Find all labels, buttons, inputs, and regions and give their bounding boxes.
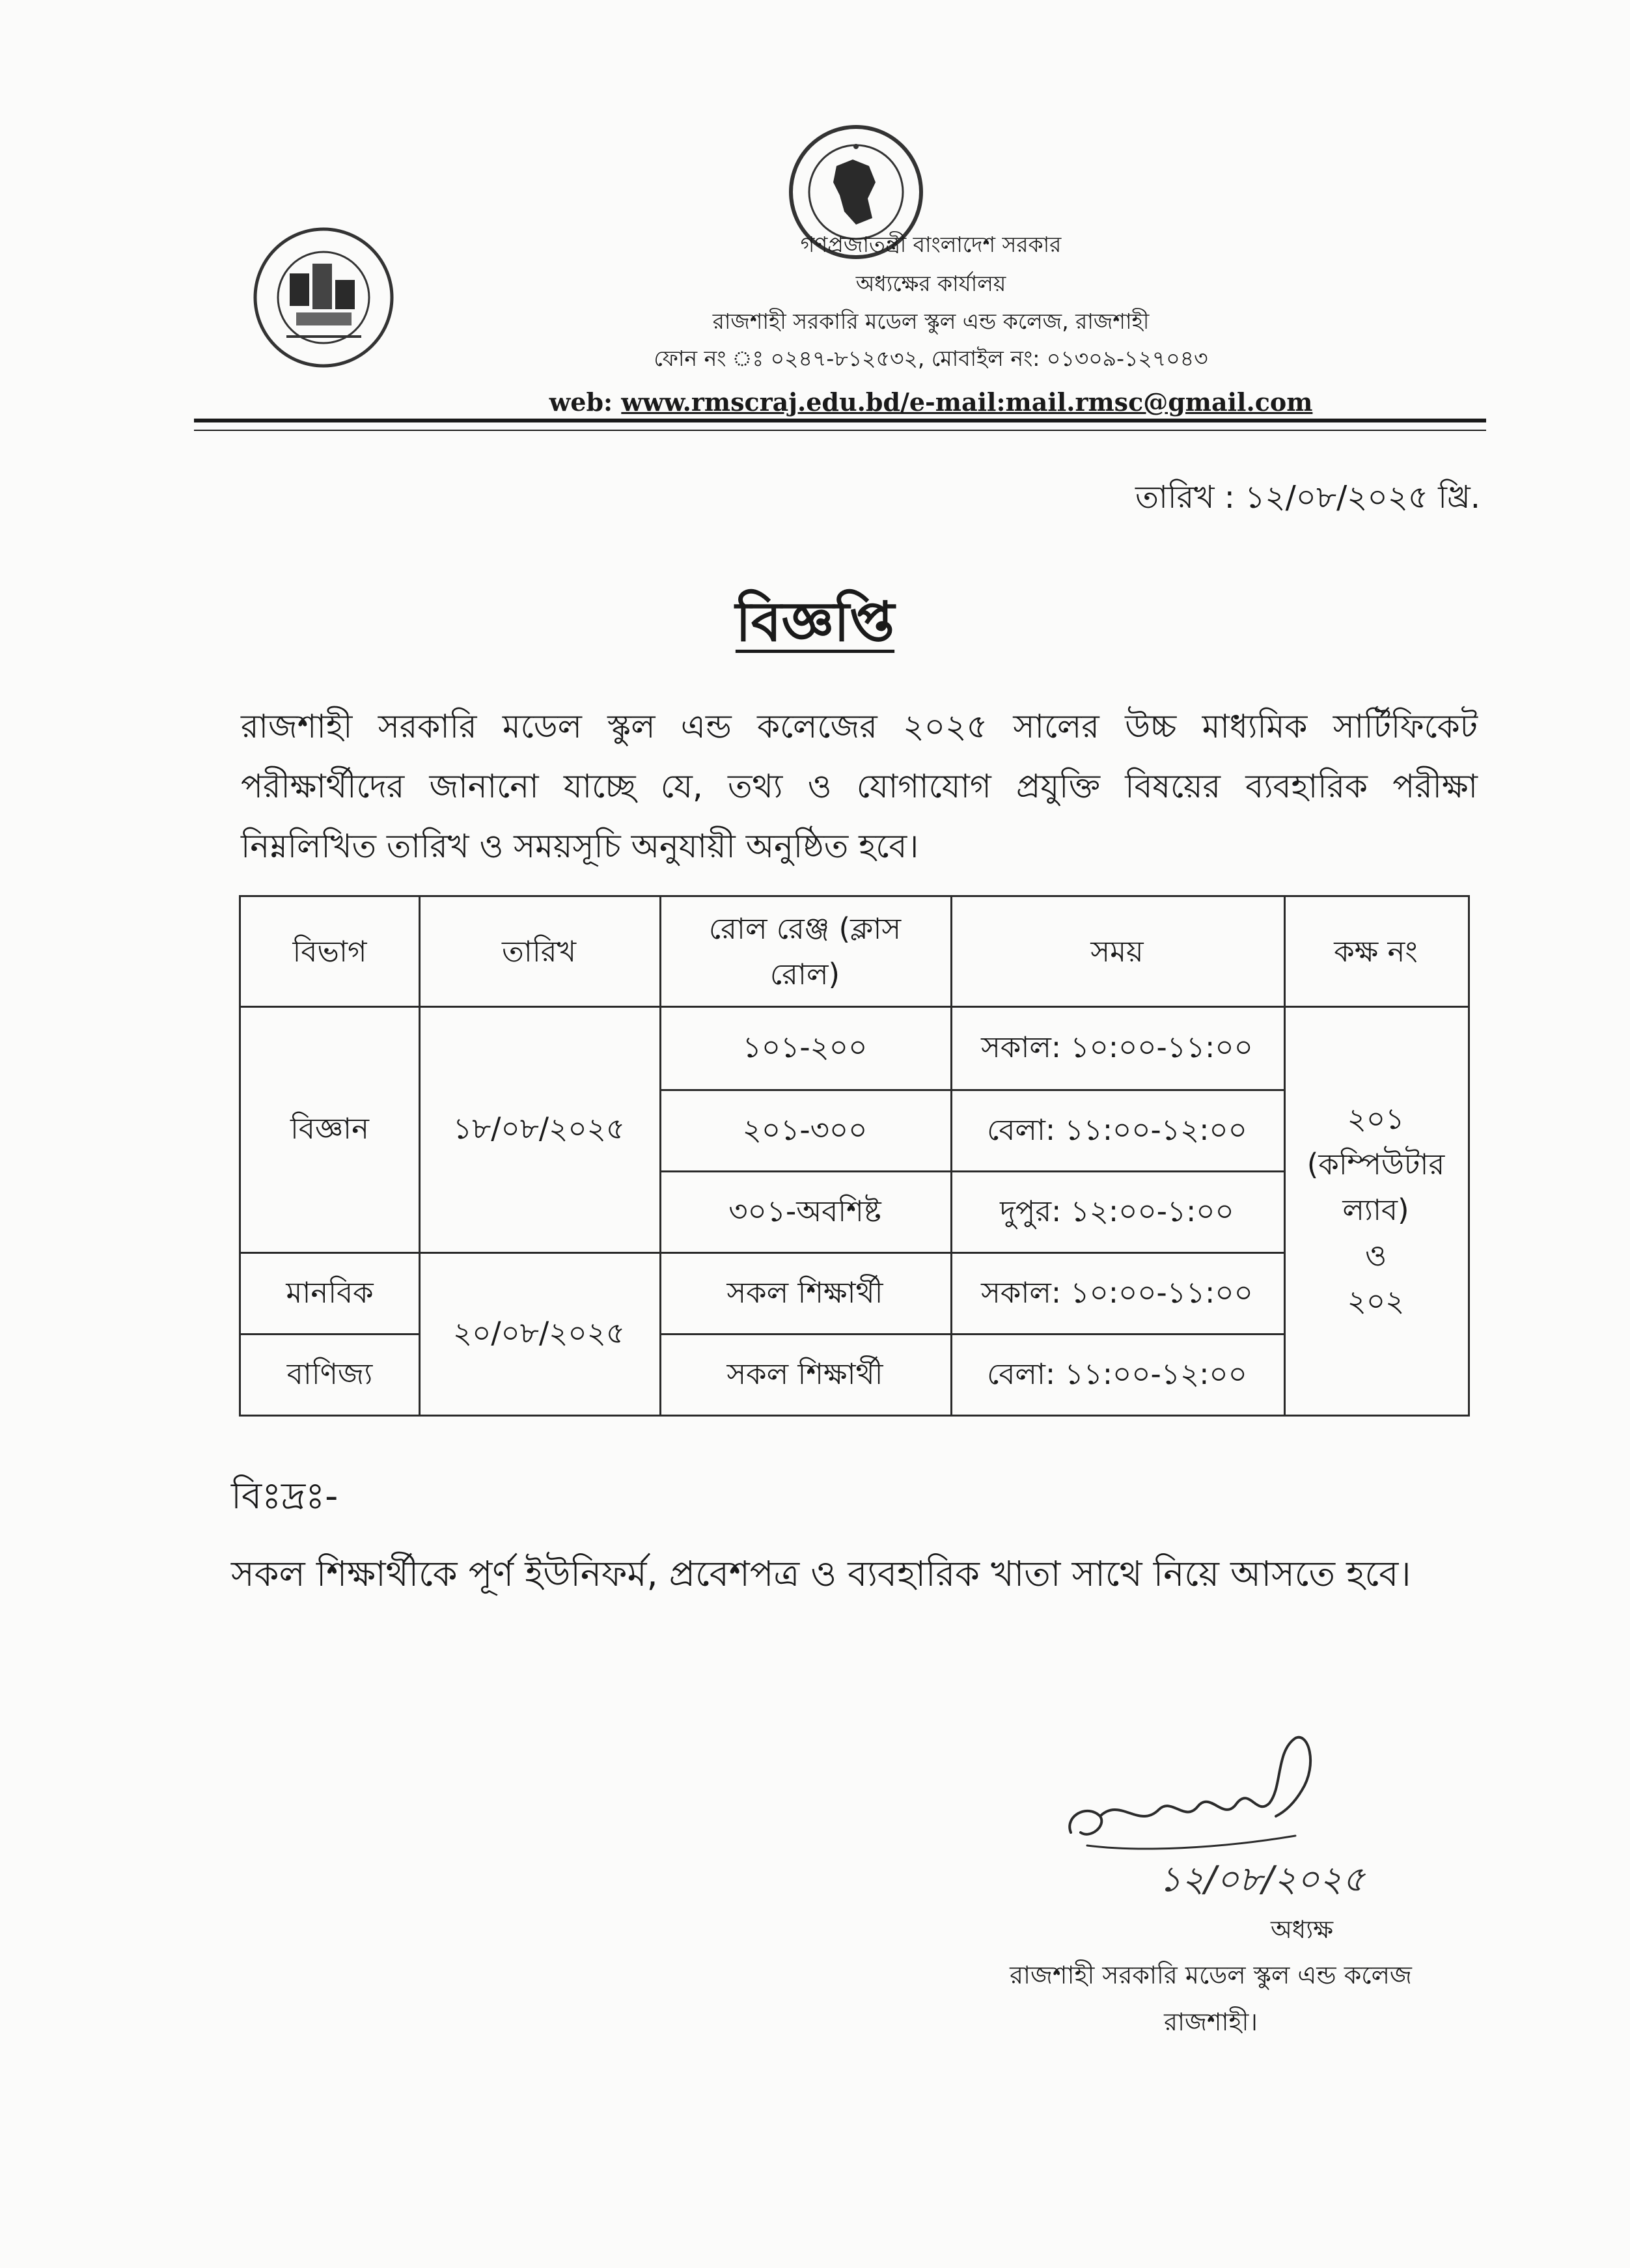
web-link[interactable]: www.rmscraj.edu.bd/e-mail:mail.rmsc@gmail.com [621,387,1313,417]
header-college-name: রাজশাহী সরকারি মডেল স্কুল এন্ড কলেজ, রাজশাহী [712,309,1150,334]
room-line: ২০১ [1347,1101,1405,1136]
table-cell-time: বেলা: ১১:০০-১২:০০ [987,1112,1247,1147]
notice-title [0,579,1630,671]
notice-date: তারিখ : ১২/০৮/২০২৫ খ্রি. [1135,479,1480,516]
table-cell-time: সকাল: ১০:০০-১১:০০ [981,1030,1253,1064]
science-dept: বিজ্ঞান [290,1111,369,1146]
room-cell [1284,1006,1468,1415]
table-header-time: সময় [1090,933,1144,969]
commerce-dept: বাণিজ্য [286,1356,373,1391]
room-line: ২০২ [1347,1284,1405,1318]
table-cell-time: দুপুর: ১২:০০-১:০০ [1000,1193,1234,1228]
header-office: অধ্যক্ষের কার্যালয় [855,271,1006,296]
signatory-city: রাজশাহী। [1164,2008,1258,2036]
table-header-dept: বিভাগ [292,933,367,969]
note-title: বিঃদ্রঃ- [231,1475,338,1517]
room-line: (কম্পিউটার [1306,1147,1445,1182]
header-contact: ফোন নং ঃ ০২৪৭-৮১২৫৩২, মোবাইল নং: ০১৩০৯-১২৭০৪৩ [654,346,1208,371]
table-header-roll-range: রোল রেঞ্জ (ক্লাস রোল) [708,911,902,991]
header-rule-thin [194,430,1486,431]
header-web [280,389,1582,416]
signatory-title: অধ্যক্ষ [1270,1915,1333,1944]
room-line: ল্যাব) [1342,1193,1409,1227]
arts-commerce-date: ২০/০৮/২০২৫ [452,1316,626,1350]
table-cell-time: সকাল: ১০:০০-১১:০০ [981,1275,1253,1310]
table-cell-roll: সকল শিক্ষার্থী [726,1356,883,1391]
header-gov-name: গণপ্রজাতন্ত্রী বাংলাদেশ সরকার [800,232,1062,257]
notice-body: রাজশাহী সরকারি মডেল স্কুল এন্ড কলেজের ২০২৫ সালের উচ্চ মাধ্যমিক সার্টিফিকেট পরীক্ষার্থীদের জানানো যাচ্ছে যে, তথ্য ও যোগাযোগ প্রযুক্তি বিষয়ের ব্যবহারিক পরীক্ষা নিম্নলিখিত তারিখ ও সময়সূচি অনুযায়ী অনুষ্ঠিত হবে। [241,708,1478,865]
table-cell-roll: ২০১-৩০০ [742,1112,868,1147]
table-header-date: তারিখ [502,933,576,969]
table-header-room: কক্ষ নং [1334,933,1418,969]
arts-dept: মানবিক [286,1275,374,1310]
table-cell-roll: ১০১-২০০ [742,1030,868,1064]
table-cell-roll: সকল শিক্ষার্থী [726,1275,883,1310]
table-cell-time: বেলা: ১১:০০-১২:০০ [987,1356,1247,1391]
notice-title-text: বিজ্ঞপ্তি [735,590,895,654]
room-line: ও [1364,1238,1387,1273]
table-cell-roll: ৩০১-অবশিষ্ট [728,1193,881,1228]
schedule-table [239,895,1470,1417]
signatory-institution: রাজশাহী সরকারি মডেল স্কুল এন্ড কলেজ [1010,1961,1412,1989]
note-text: সকল শিক্ষার্থীকে পূর্ণ ইউনিফর্ম, প্রবেশপত্র ও ব্যবহারিক খাতা সাথে নিয়ে আসতে হবে। [231,1553,1411,1594]
header-rule-thick [194,419,1486,422]
signature-date: ১২/০৮/২০২৫ [1159,1859,1366,1900]
web-label: web: [549,387,622,417]
principal-signature [1061,1725,1439,1920]
science-date: ১৮/০৮/২০২৫ [452,1111,626,1146]
